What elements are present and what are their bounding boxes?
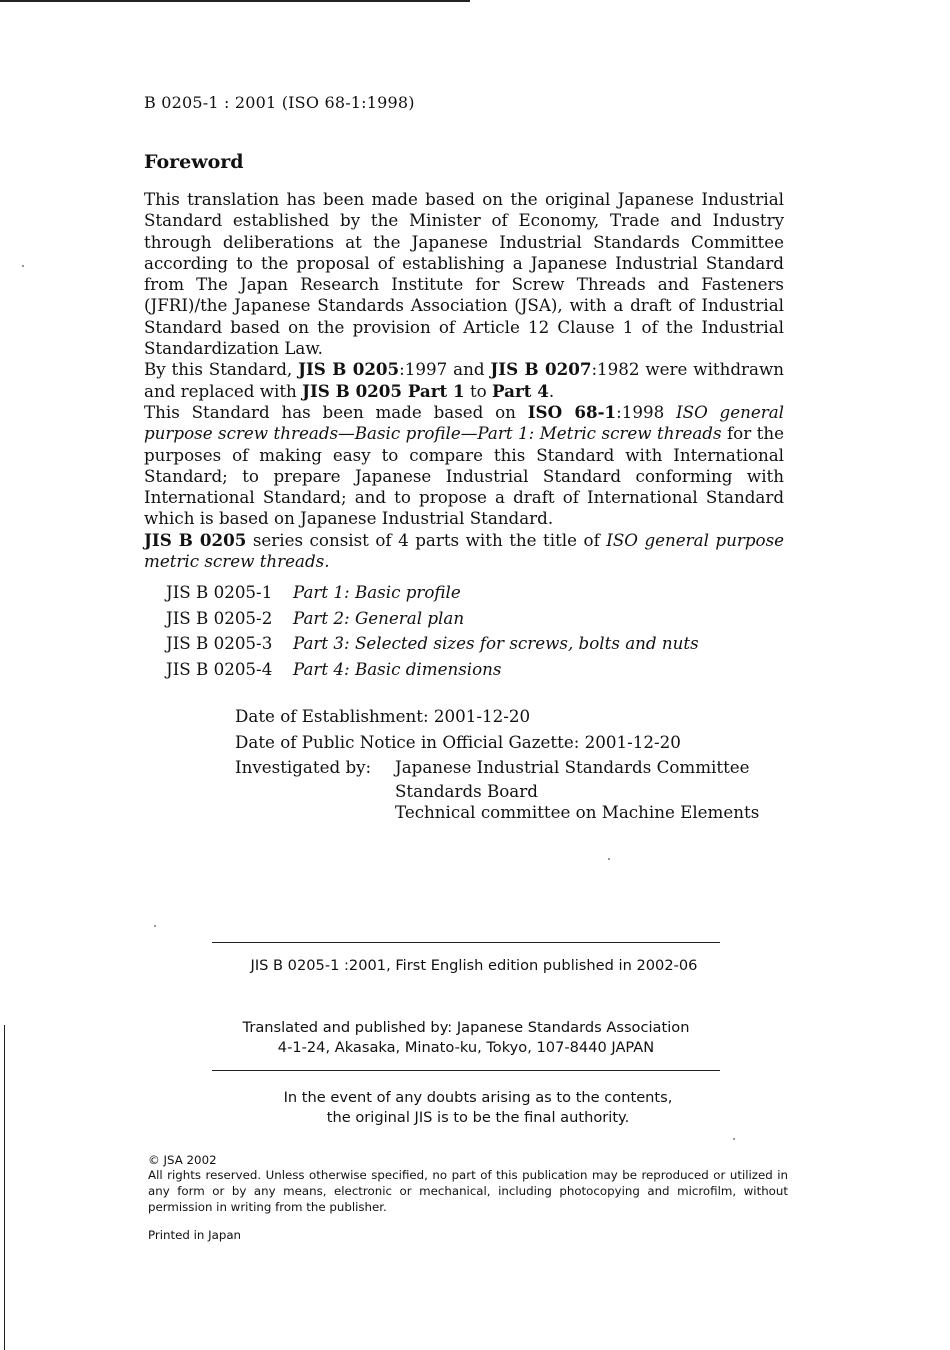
text-run: series consist of 4 parts with the title of — [246, 529, 607, 550]
part-item — [166, 657, 699, 683]
part-code: JIS B 0205-2 — [166, 607, 273, 628]
text-run: to — [464, 380, 493, 401]
bold-run: JIS B 0205 — [144, 529, 247, 550]
divider — [212, 1070, 720, 1071]
authority-line: the original JIS is to be the final authority. — [326, 1109, 630, 1126]
scan-edge-top — [0, 0, 470, 2]
italic-run: ISO general purpose screw threads—Basic profile—Part 1: Metric screw threads — [144, 401, 784, 444]
text-run: This Standard has been made based on — [144, 401, 528, 422]
scan-speck — [608, 858, 610, 860]
publisher-address: 4-1-24, Akasaka, Minato-ku, Tokyo, 107-8440 JAPAN — [277, 1039, 655, 1056]
part-item — [166, 580, 699, 606]
authority-note — [128, 1088, 828, 1128]
part-item — [166, 606, 699, 632]
copyright-notice: © JSA 2002 — [148, 1153, 217, 1167]
publisher-line: Translated and published by: Japanese Standards Association — [242, 1019, 690, 1036]
bold-run: JIS B 0207 — [490, 359, 592, 380]
bold-run: Part 4 — [492, 380, 549, 401]
investigating-body: Standards Board — [395, 780, 538, 801]
part-title: Part 2: General plan — [293, 607, 465, 628]
text-run: :1982 were withdrawn and replaced with — [144, 359, 784, 401]
investigating-body: Japanese Industrial Standards Committee — [395, 757, 750, 777]
paragraph — [144, 530, 784, 573]
italic-run: ISO general purpose metric screw threads. — [144, 529, 785, 572]
part-title: Part 3: Selected sizes for screws, bolts and nuts — [293, 633, 699, 653]
text-run: for the purposes of making easy to compare this Standard with International Standard; to prepare Japanese Industrial Standard conforming with International Standard; and to propose a draft of International Standard which is based on Japanese Industrial Standard. — [144, 423, 784, 529]
bold-run: ISO 68-1 — [527, 401, 617, 422]
scan-speck — [22, 265, 24, 267]
authority-line: In the event of any doubts arising as to the contents, — [283, 1089, 673, 1106]
text-run: :1997 and — [399, 359, 491, 380]
part-code: JIS B 0205-4 — [166, 658, 273, 679]
text-run: . — [548, 380, 555, 401]
bold-run: JIS B 0205 Part 1 — [302, 380, 465, 401]
document-header: B 0205-1 : 2001 (ISO 68-1:1998) — [144, 93, 415, 112]
investigated-by — [235, 755, 759, 823]
page-title: Foreword — [144, 151, 244, 173]
rights-notice: All rights reserved. Unless otherwise specified, no part of this publication may be reproduced or utilized in any form or by any means, electronic or mechanical, including photocopying and microfilm, without permission in writing from the publisher. — [148, 1168, 788, 1214]
parts-list — [166, 580, 699, 682]
edition-note: JIS B 0205-1 :2001, First English edition published in 2002-06 — [250, 957, 698, 974]
part-code: JIS B 0205-3 — [166, 633, 273, 653]
part-title: Part 4: Basic dimensions — [293, 658, 502, 679]
scan-speck — [733, 1138, 735, 1140]
text-run: By this Standard, — [144, 359, 299, 380]
paragraph — [144, 402, 784, 530]
foreword-body — [144, 189, 784, 572]
investigated-by-list — [395, 755, 759, 823]
bold-run: JIS B 0205 — [298, 359, 400, 380]
investigating-body: Technical committee on Machine Elements — [395, 801, 760, 822]
paragraph — [144, 189, 784, 359]
paragraph — [144, 359, 784, 402]
investigated-by-label: Investigated by: — [235, 757, 372, 777]
part-title: Part 1: Basic profile — [293, 582, 461, 602]
date-of-establishment: Date of Establishment: 2001-12-20 — [235, 706, 531, 726]
scan-speck — [154, 925, 156, 927]
text-run: :1998 — [616, 401, 677, 422]
publisher-info — [146, 1018, 786, 1058]
text-run: This translation has been made based on the original Japanese Industrial Standard established by the Minister of Economy, Trade and Industry through deliberations at the Japanese Industrial Standards Committee according to the proposal of establishing a Japanese Industrial Standard from The Japan Research Institute for Screw Threads and Fasteners (JFRI)/the Japanese Standards Association (JSA), with a draft of Industrial Standard based on the provision of Article 12 Clause 1 of the Industrial Standardization Law. — [144, 189, 784, 359]
printed-in: Printed in Japan — [148, 1228, 242, 1242]
part-code: JIS B 0205-1 — [166, 582, 273, 602]
scan-edge-left — [4, 1025, 5, 1350]
part-item — [166, 631, 699, 657]
standard-metadata — [235, 704, 759, 823]
divider — [212, 942, 720, 943]
date-of-public-notice: Date of Public Notice in Official Gazette: 2001-12-20 — [235, 731, 681, 752]
